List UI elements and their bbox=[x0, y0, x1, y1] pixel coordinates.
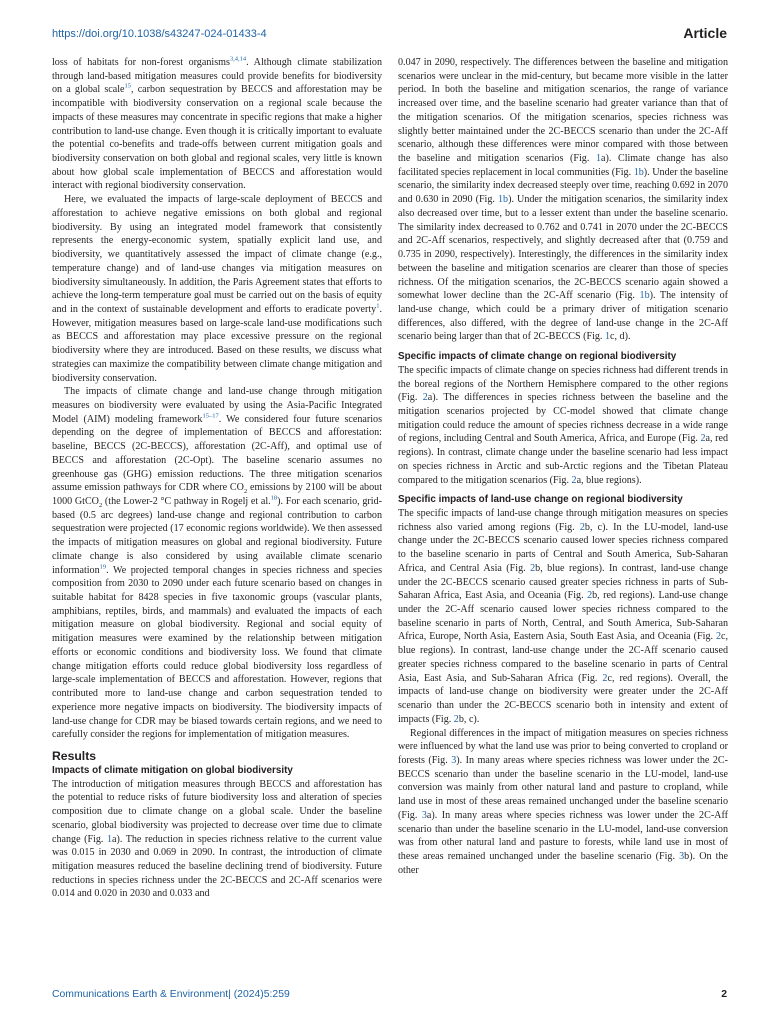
citation-ref[interactable]: 3,4,14 bbox=[229, 55, 247, 63]
figure-link[interactable]: 1b bbox=[498, 194, 509, 206]
paragraph: 0.047 in 2090, respectively. The differences between the baseline and mitigation scenarios were unclear in the mid-century, but became more visible in the latter period. In both the baseline and mitigation scenarios, the range of variance increased over time, and the baseline scenario had greater variance than that of the mitigation scenarios. Of the mitigation scenarios, species richness was slightly better maintained under the 2C-BECCS scenario than under the 2C-Aff scenario, although these differences were minor compared with those between the baseline and mitigation scenarios (Fig. 1a). Climate change has also facilitated species replacement in local communities (Fig. 1b). Under the baseline scenario, the similarity index decreased steeply over time, reaching 0.692 in 2070 and 0.630 in 2090 (Fig. 1b). Under the mitigation scenarios, the similarity index also decreased over time, but to a lesser extent than under the baseline scenario. The similarity index decreased to 0.762 and 0.741 in 2070 under the 2C-BECCS and 2C-Aff scenarios, respectively, and slightly decreased after that (0.759 and 0.735 in 2090, respectively). Interestingly, the differences in the similarity index between the baseline and mitigation scenarios are clearer than those of species richness. Of the mitigation scenarios, the 2C-BECCS scenario again showed a somewhat lower decline than the 2C-Aff scenario (Fig. 1b). The intensity of land-use change, which could be a primary driver of mitigation scenario differences, also differed, with the degree of land-use change in the 2C-Aff scenario being larger than that of 2C-BECCS (Fig. 1c, d). bbox=[398, 57, 728, 343]
journal-citation bbox=[52, 989, 290, 1000]
citation-ref[interactable]: 15 bbox=[124, 83, 131, 91]
figure-link[interactable]: 2 bbox=[571, 474, 577, 486]
page-header bbox=[52, 25, 727, 44]
figure-link[interactable]: 1 bbox=[604, 331, 611, 343]
figure-link[interactable]: 2 bbox=[530, 562, 536, 574]
figure-link[interactable]: 1b bbox=[633, 166, 644, 178]
figure-link[interactable]: 2 bbox=[700, 433, 706, 445]
citation-ref[interactable]: 18 bbox=[270, 494, 278, 502]
figure-link[interactable]: 2 bbox=[715, 631, 721, 643]
citation-ref[interactable]: 15–17 bbox=[202, 412, 219, 420]
figure-link[interactable]: 2 bbox=[453, 713, 459, 725]
figure-link[interactable]: 2 bbox=[602, 672, 608, 684]
figure-link[interactable]: 3 bbox=[451, 754, 457, 766]
figure-link[interactable]: 3 bbox=[679, 850, 685, 862]
citation-ref[interactable]: 1 bbox=[376, 302, 380, 310]
paragraph: The impacts of climate change and land-use change through mitigation measures on biodiversity were evaluated by using the Asia-Pacific Integrated Model (AIM) modeling framework$^{15-17}$. We considered four future scenarios depending on the degree of implementation of BECCS and afforestation: baseline, BECCS (2C-BECCS), afforestation (2C-Aff), and optimal use of BECCS and afforestation (2C-Opt). The baseline scenario assumes no greenhouse gas (GHG) emission reductions. The three mitigation scenarios assume emission pathways for CDR where $CO_2$ emissions by 2100 will be about 1000 GtCO$_2$ (the Lower-2 °C pathway in Rogelj et al.$^{18}$). For each scenario, grid-based (0.5 arc degrees) land-use change and regional contribution to carbon sequestration were projected (17 economic regions worldwide). We then assessed the impacts of mitigation measures on global and regional biodiversity. Future climate change is also considered by using available climate scenario information$^{19}$. We projected temporal changes in species richness and species composition from 2030 to 2090 under each future scenario based on changes in suitable habitat for 8428 species in five taxonomic groups (vascular plants, amphibians, reptiles, birds, and mammals) and evaluated the impacts of each mitigation measure on global biodiversity. Regional and social equity of mitigation measures were examined by the relationship between mitigation efforts or economic conditions and biodiversity loss. We found that climate change mitigation efforts could reduce global biodiversity loss regardless of large-scale implementation of BECCS and afforestation. However, regions that contributed more to land-use change and carbon sequestration tended to experience more negative impacts on biodiversity. The biodiversity impacts of land-use change for CDR may be biased towards certain regions, and we need to carefully consider the regions for implementation of mitigation measures. bbox=[52, 386, 382, 741]
figure-link[interactable]: 2 bbox=[579, 521, 585, 533]
subsection-heading: Specific impacts of land-use change on regional biodiversity bbox=[398, 494, 683, 506]
subsection-heading: Specific impacts of climate change on regional biodiversity bbox=[398, 351, 677, 363]
volume-info: | (2024)5:259 bbox=[228, 989, 290, 1000]
figure-link[interactable]: 1b bbox=[639, 290, 650, 302]
figure-link[interactable]: 1 bbox=[106, 833, 112, 845]
doi-link[interactable]: https://doi.org/10.1038/s43247-024-01433-4 bbox=[52, 28, 267, 40]
figure-link[interactable]: 3 bbox=[421, 809, 427, 821]
paragraph: The introduction of mitigation measures through BECCS and afforestation has the potential to reduce risks of future biodiversity loss and alteration of species composition due to climate change on a global scale. Under the baseline scenario, global biodiversity was projected to decrease over time due to climate change (Fig. 1a). The reduction in species richness relative to the current value was 0.015 in 2030 and 0.069 in 2090. In contrast, the introduction of climate mitigation measures reduced the baseline declining trend of biodiversity. Future reductions in species richness under the 2C-BECCS and 2C-Aff scenarios were 0.014 and 0.020 in 2030 and 0.033 and bbox=[52, 778, 383, 900]
citation-ref[interactable]: 19 bbox=[99, 563, 107, 571]
paragraph: Here, we evaluated the impacts of large-scale deployment of BECCS and afforestation to achieve negative emissions on both global and regional biodiversity. By using an integrated model framework that consistently represents the energy-economic system, spatially explicit land use, and biodiversity, we quantitatively assessed the impact of climate change (e.g., temperature change) and of land-use changes via mitigation measures on biodiversity simultaneously. In addition, the Paris Agreement states that efforts to achieve the long-term temperature goal must be carried out on the basis of equity and in the context of sustainable development and efforts to eradicate poverty$^1$. However, mitigation measures based on large-scale land-use modifications such as BECCS and afforestation may place excessive pressure on the regional biodiversity where they are introduced. Based on these results, we discuss what strategies can maximize the compatibility between climate change mitigation and biodiversity conservation. bbox=[52, 194, 382, 384]
figure-link[interactable]: 1 bbox=[595, 153, 601, 165]
right-column bbox=[398, 56, 728, 877]
figure-link[interactable]: 2 bbox=[587, 590, 593, 602]
paragraph: The specific impacts of land-use change through mitigation measures on species richness also varied among regions (Fig. 2b, c). In the LU-model, land-use change under the 2C-BECCS scenario caused lower species richness compared to the baseline scenario in parts of Central and South America, Sub-Saharan Africa, and Central Asia (Fig. 2b, blue regions). In contrast, land-use change under the 2C-BECCS scenario caused greater species richness in parts of Sub-Saharan Africa, East Asia, and Oceania (Fig. 2b, red regions). Land-use change under the 2C-Aff scenario caused lower species richness compared to the baseline scenario in parts of North, Central, and South America, Sub-Saharan Africa, Europe, North Asia, Eastern Asia, South East Asia, and Oceania (Fig. 2c, blue regions). In contrast, land-use change under the 2C-Aff scenario caused greater species richness compared to the baseline scenario in parts of Central Asia, East Asia, and Sub-Saharan Africa (Fig. 2c, red regions). Overall, the impacts of land-use change on biodiversity were greater under the 2C-Aff scenario than under the 2C-BECCS scenario both in intensity and extent of impacts (Fig. 2b, c). bbox=[398, 508, 729, 725]
paragraph: The specific impacts of climate change on species richness had different trends in the boreal regions of the Northern Hemisphere compared to the other regions (Fig. 2a). The differences in species richness between the baseline and the mitigation scenarios projected by CC-model showed that climate change mitigation could reduce the amount of species richness decrease in a wide range of regions, including Central and South America, Africa, and Europe (Fig. 2a, red regions). In contrast, climate change under the baseline scenario had less impact on species richness in Arctic and sub-Arctic regions and the Tibetan Plateau compared to the mitigation scenarios (Fig. 2a, blue regions). bbox=[398, 364, 728, 486]
results-heading: Results bbox=[52, 748, 97, 763]
subsection-heading: Impacts of climate mitigation on global biodiversity bbox=[52, 764, 293, 776]
section-label: Article bbox=[683, 25, 727, 41]
figure-link[interactable]: 2 bbox=[422, 392, 428, 404]
journal-name[interactable]: Communications Earth & Environment bbox=[52, 989, 229, 1000]
left-column bbox=[52, 56, 382, 901]
paragraph: loss of habitats for non-forest organisms$^{3,4,14}$. Although climate stabilization through land-based mitigation measures could provide benefits for biodiversity on a global scale$^{15}$, carbon sequestration by BECCS and afforestation may be incompatible with biodiversity conservation on a regional scale because the impacts of these measures may concentrate in specific regions that make a higher contribution to land-use change. Even though it is critically important to evaluate the potential co-benefits and trade-offs between current mitigation goals and biodiversity conservation on both global and regional scales, very little is known about how global scale implementation of BECCS and afforestation would interact with regional biodiversity conservation. bbox=[52, 55, 382, 192]
page-number: 2 bbox=[721, 989, 727, 1000]
page-footer bbox=[52, 989, 727, 1003]
paragraph: Regional differences in the impact of mitigation measures on species richness were influenced by what the land use was prior to being converted to cropland or forests (Fig. 3). In many areas where species richness was lower under the 2C-BECCS scenario than under the baseline scenario in the LU-model, land-use conversion was mainly from other natural land and pasture to cropland, while land use in most of these areas remained unchanged under the baseline scenario (Fig. 3a). In many areas where species richness was lower under the 2C-Aff scenario than under the baseline scenario in the LU-model, land-use conversion was from other natural land and pasture to forests, while land use in most of these areas remained unchanged under the baseline scenario (Fig. 3b). On the other bbox=[398, 727, 729, 876]
